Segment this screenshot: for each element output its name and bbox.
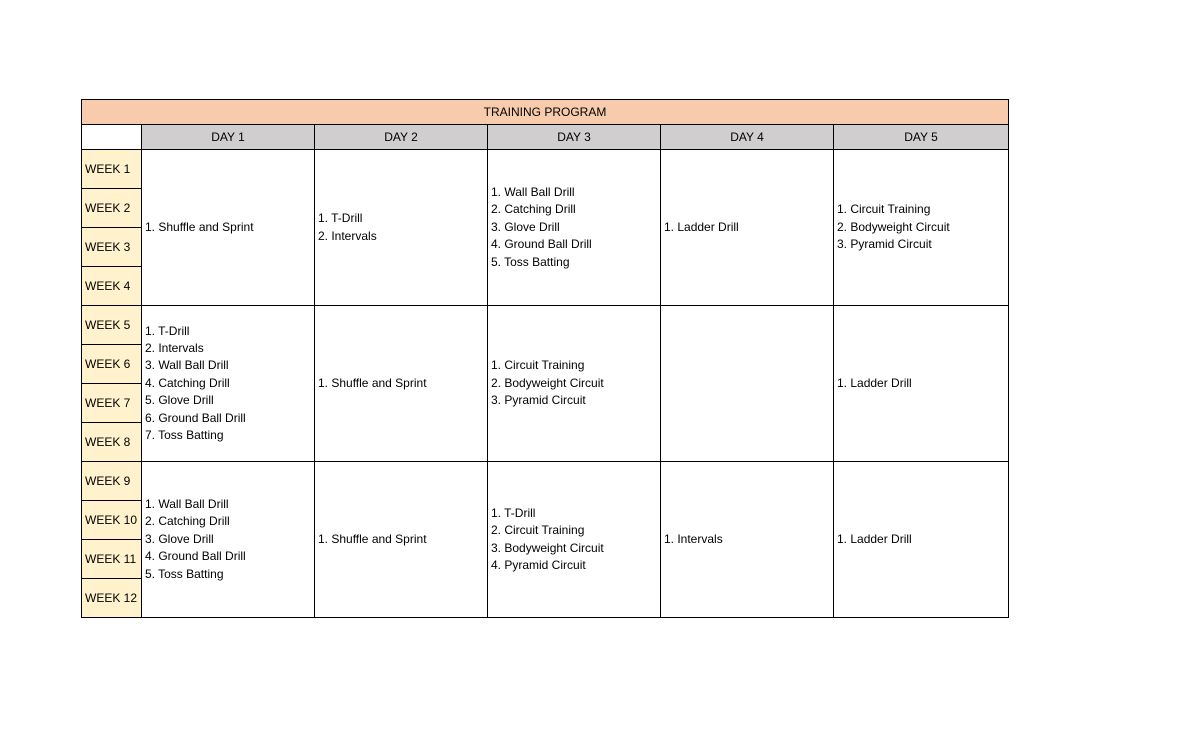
exercise-cell (661, 462, 834, 618)
exercise-item: 1. T-Drill (145, 323, 190, 338)
week-label: WEEK 1 (82, 150, 142, 189)
week-label: WEEK 8 (82, 423, 142, 462)
exercise-cell (834, 306, 1009, 462)
week-label: WEEK 10 (82, 501, 142, 540)
exercise-item: 1. Intervals (664, 531, 723, 546)
week-label: WEEK 5 (82, 306, 142, 345)
exercise-cell (142, 462, 315, 618)
exercise-item: 1. Shuffle and Sprint (318, 375, 427, 390)
exercise-item: 7. Toss Batting (145, 428, 224, 443)
exercise-cell (834, 462, 1009, 618)
exercise-item: 1. Ladder Drill (664, 219, 739, 234)
exercise-item: 3. Glove Drill (491, 219, 560, 234)
week-label: WEEK 4 (82, 267, 142, 306)
week-row (82, 462, 1009, 501)
exercise-item: 5. Toss Batting (491, 254, 570, 269)
exercise-cell (315, 462, 488, 618)
exercise-item: 6. Ground Ball Drill (145, 410, 246, 425)
exercise-cell (142, 306, 315, 462)
exercise-item: 2. Circuit Training (491, 523, 585, 538)
exercise-item: 2. Intervals (318, 228, 377, 243)
week-label: WEEK 7 (82, 384, 142, 423)
exercise-item: 4. Ground Ball Drill (491, 237, 592, 252)
exercise-cell (661, 306, 834, 462)
week-label: WEEK 12 (82, 579, 142, 618)
exercise-item: 1. Shuffle and Sprint (318, 531, 427, 546)
exercise-item: 2. Intervals (145, 340, 204, 355)
day-header: DAY 2 (315, 125, 488, 150)
table-title: TRAINING PROGRAM (82, 100, 1009, 125)
day-header: DAY 4 (661, 125, 834, 150)
exercise-item: 1. Circuit Training (837, 202, 931, 217)
exercise-item: 2. Catching Drill (145, 514, 230, 529)
exercise-cell (315, 150, 488, 306)
exercise-item: 2. Bodyweight Circuit (837, 219, 950, 234)
header-corner-cell (82, 125, 142, 150)
week-label: WEEK 2 (82, 189, 142, 228)
exercise-item: 1. Ladder Drill (837, 531, 912, 546)
day-header: DAY 1 (142, 125, 315, 150)
title-row (82, 100, 1009, 125)
exercise-item: 1. T-Drill (491, 505, 536, 520)
exercise-item: 4. Catching Drill (145, 375, 230, 390)
exercise-item: 5. Glove Drill (145, 393, 214, 408)
week-label: WEEK 9 (82, 462, 142, 501)
week-label: WEEK 3 (82, 228, 142, 267)
day-header: DAY 5 (834, 125, 1009, 150)
exercise-cell (488, 306, 661, 462)
exercise-item: 1. Circuit Training (491, 358, 585, 373)
exercise-cell (142, 150, 315, 306)
exercise-item: 1. Shuffle and Sprint (145, 219, 254, 234)
week-label: WEEK 11 (82, 540, 142, 579)
exercise-cell (488, 462, 661, 618)
exercise-cell (488, 150, 661, 306)
exercise-item: 1. T-Drill (318, 211, 363, 226)
exercise-cell (834, 150, 1009, 306)
exercise-item: 3. Pyramid Circuit (837, 237, 932, 252)
exercise-cell (315, 306, 488, 462)
day-header: DAY 3 (488, 125, 661, 150)
exercise-item: 1. Wall Ball Drill (491, 184, 575, 199)
exercise-item: 4. Ground Ball Drill (145, 549, 246, 564)
week-label: WEEK 6 (82, 345, 142, 384)
exercise-item: 2. Catching Drill (491, 202, 576, 217)
day-header-row (82, 125, 1009, 150)
exercise-cell (661, 150, 834, 306)
training-program-table (81, 99, 1009, 618)
week-row (82, 306, 1009, 345)
exercise-item: 1. Wall Ball Drill (145, 496, 229, 511)
exercise-item: 3. Wall Ball Drill (145, 358, 229, 373)
exercise-item: 2. Bodyweight Circuit (491, 375, 604, 390)
exercise-item: 4. Pyramid Circuit (491, 557, 586, 572)
exercise-item: 3. Bodyweight Circuit (491, 540, 604, 555)
exercise-item: 5. Toss Batting (145, 566, 224, 581)
exercise-item: 1. Ladder Drill (837, 375, 912, 390)
week-row (82, 150, 1009, 189)
exercise-item: 3. Pyramid Circuit (491, 393, 586, 408)
exercise-item: 3. Glove Drill (145, 531, 214, 546)
